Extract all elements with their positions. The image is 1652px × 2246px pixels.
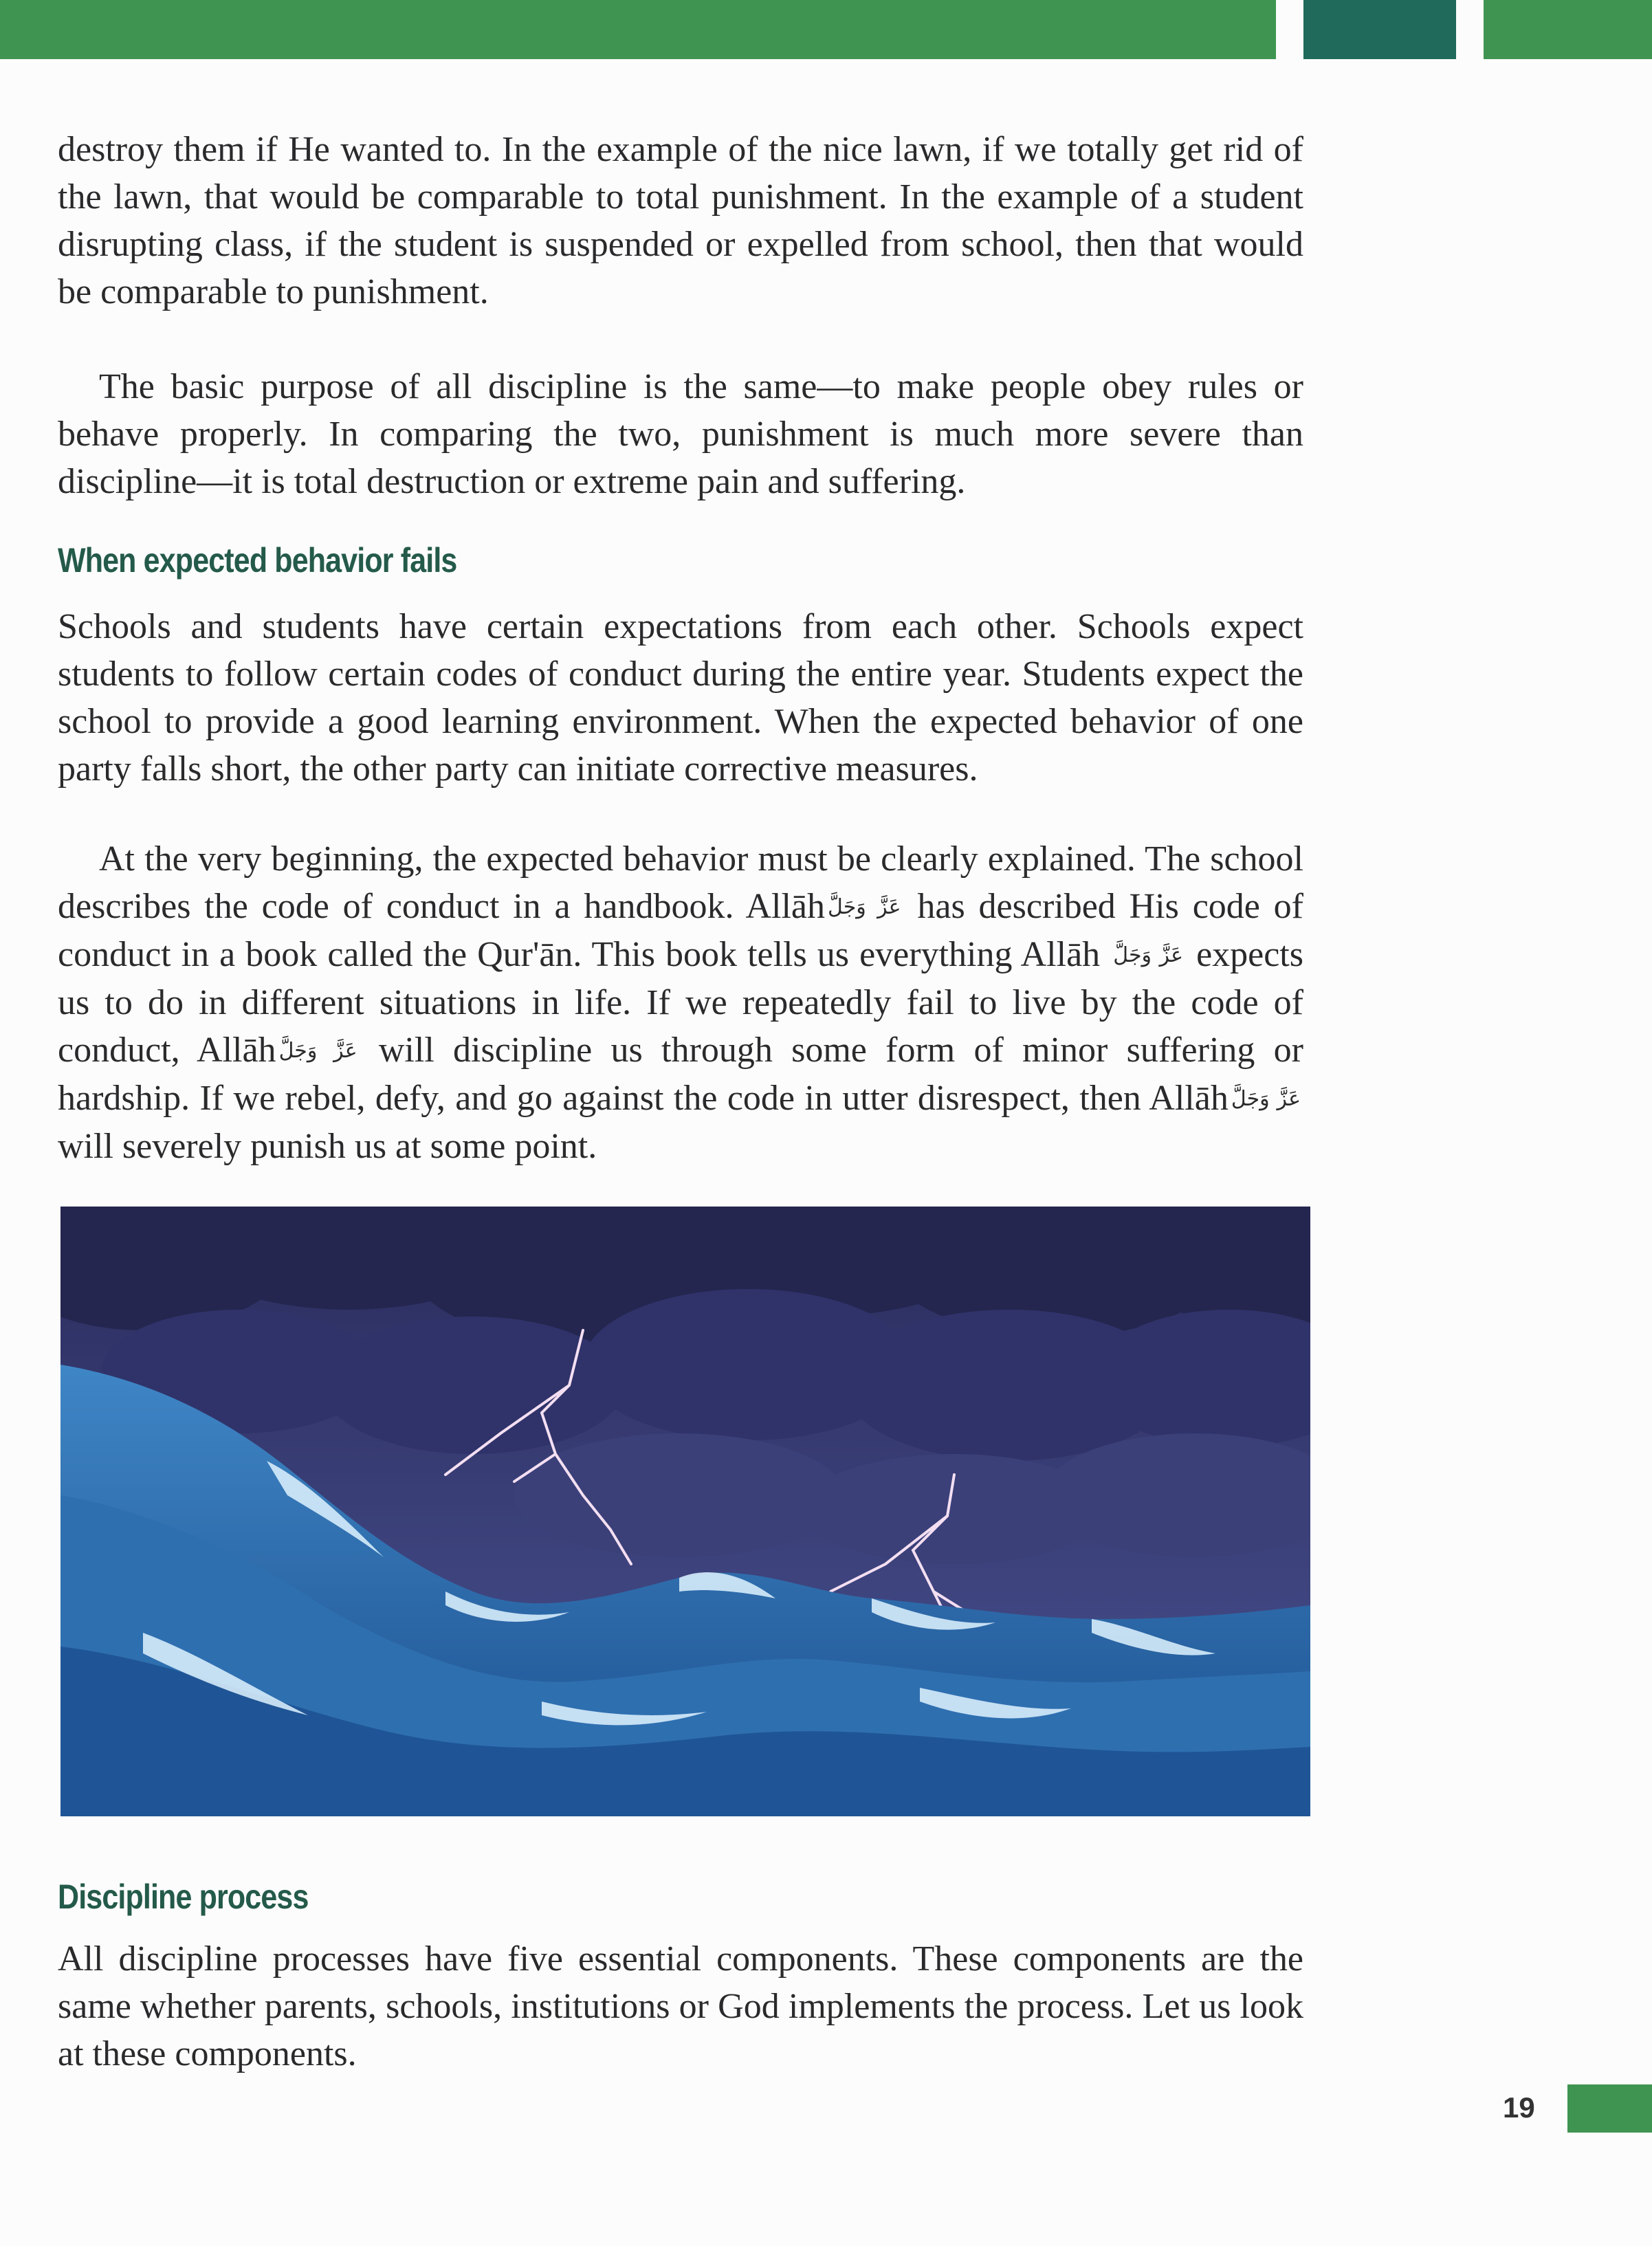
paragraph-2: The basic purpose of all discipline is the same—to make people obey rules or behave properly. In comparing the two, punishment is much more severe than discipline—it is total destruction or extreme pain and suffering. <box>58 367 1303 501</box>
page-number: 19 <box>1503 2091 1535 2124</box>
honorific-glyph: عَزَّ وَجَلَّ <box>1231 1087 1301 1111</box>
paragraph-4 <box>58 835 1303 1170</box>
paragraph-4-part-5: will severely punish us at some point. <box>58 1127 597 1166</box>
section-heading-expected-behavior: When expected behavior fails <box>58 541 457 580</box>
paragraph-4-part-3: expects us to do in different situations in life. If we repeatedly fail to live by the code of conduct, Allāh <box>58 935 1303 1070</box>
header-bar <box>0 0 1276 59</box>
paragraph-4-part-4: will discipline us through some form of minor suffering or hardship. If we rebel, defy, and go against the code in utter disrespect, then Allāh <box>58 1031 1303 1118</box>
paragraph-4-part-1: At the very beginning, the expected behavior must be clearly explained. The school describes the code of conduct in a handbook. Allāh <box>58 839 1303 926</box>
page-tab <box>1567 2084 1652 2133</box>
honorific-glyph: عَزَّ وَجَلَّ <box>1113 943 1184 967</box>
section-heading-discipline-process: Discipline process <box>58 1878 309 1916</box>
header-bar-right <box>1484 0 1652 59</box>
paragraph-5: All discipline processes have five essential components. These components are the same whether parents, schools, institutions or God implements the process. Let us look at these components. <box>58 1939 1303 2073</box>
storm-illustration <box>60 1207 1310 1816</box>
paragraph-4-part-2: has described His code of conduct in a book called the Qur'ān. This book tells us everything Allāh <box>58 887 1303 974</box>
honorific-glyph: عَزَّ وَجَلَّ <box>278 1039 357 1063</box>
honorific-glyph: عَزَّ وَجَلَّ <box>828 895 901 919</box>
header-accent-bar <box>1303 0 1456 59</box>
paragraph-1: destroy them if He wanted to. In the example of the nice lawn, if we totally get rid of the lawn, that would be comparable to total punishment. In the example of a student disrupting class, if the student is suspended or expelled from school, then that would be comparable to punishment. <box>58 130 1303 311</box>
paragraph-3: Schools and students have certain expectations from each other. Schools expect students to follow certain codes of conduct during the entire year. Students expect the school to provide a good learning environment. When the expected behavior of one party falls short, the other party can initiate corrective measures. <box>58 607 1303 789</box>
